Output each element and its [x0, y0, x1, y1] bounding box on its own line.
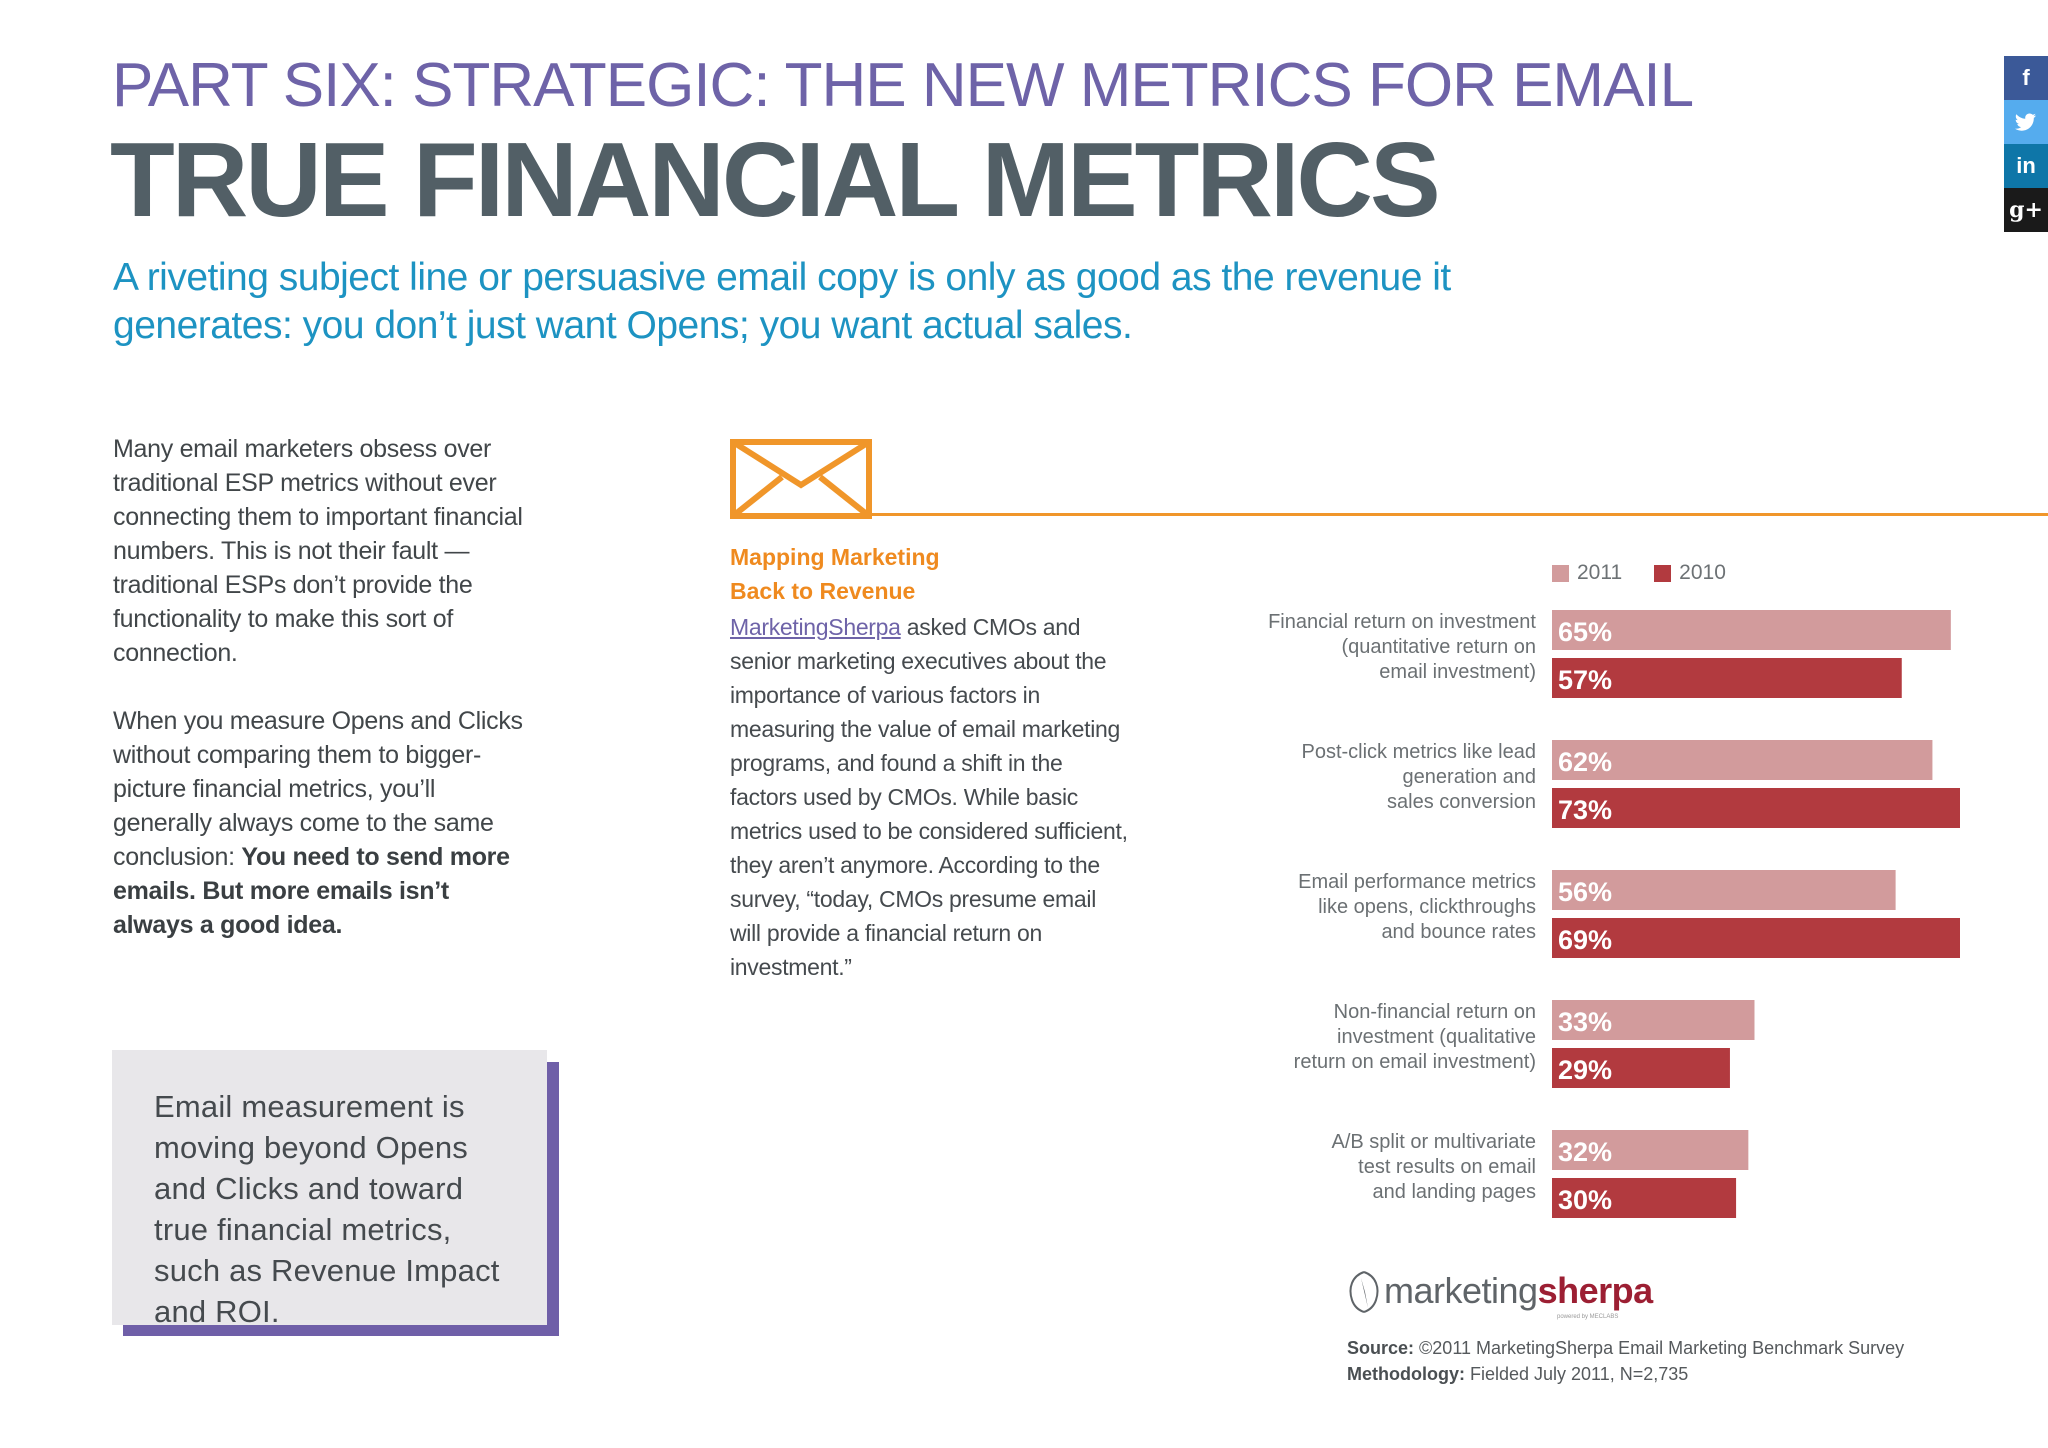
section-kicker: PART SIX: STRATEGIC: THE NEW METRICS FOR EMAIL — [112, 51, 1694, 120]
sidebar-heading — [730, 540, 940, 608]
conclusion-plain: When you measure Opens and Clicks without comparing them to bigger-picture financial metrics, you’ll generally always come to the same conclusion: — [113, 707, 523, 871]
value-label-2011: 65% — [1558, 617, 1613, 647]
category-label: Financial return on investment (quantitative return on email investment) — [1268, 611, 1536, 683]
envelope-icon — [730, 439, 872, 519]
sidebar-body-text: asked CMOs and senior marketing executives about the importance of various factors in measuring the value of email marketing programs, and found a shift in the factors used by CMOs. While basic metrics used to be considered sufficient, they aren’t anymore. According to the survey, “today, CMOs presume email will provide a financial return on investment.” — [730, 614, 1128, 980]
twitter-icon[interactable] — [2004, 100, 2048, 144]
legend-item-2010 — [1654, 561, 1726, 585]
value-label-2011: 62% — [1558, 747, 1613, 777]
source-label: Source: — [1347, 1338, 1415, 1358]
logo-text-sherpa: sherpa — [1537, 1270, 1653, 1311]
legend-label-2010: 2010 — [1679, 561, 1726, 584]
compass-icon — [1344, 1268, 1384, 1314]
conclusion-bold: You need to send more emails. But more emails isn’t always a good idea. — [113, 843, 510, 939]
value-label-2010: 29% — [1558, 1055, 1613, 1085]
value-label-2010: 30% — [1558, 1185, 1613, 1215]
value-label-2010: 69% — [1558, 925, 1613, 955]
sidebar-body — [730, 610, 1130, 984]
page-title: TRUE FINANCIAL METRICS — [110, 121, 1438, 239]
intro-paragraph: Many email marketers obsess over traditional ESP metrics without ever connecting them to important financial numbers. This is not their fault — traditional ESPs don’t provide the functionality to make this sort of connection. — [113, 435, 523, 667]
social-share-bar — [2004, 56, 2048, 232]
source-text: ©2011 MarketingSherpa Email Marketing Benchmark Survey — [1414, 1338, 1905, 1358]
logo-powered-by: powered by MECLABS — [1557, 1314, 1619, 1320]
bar-chart — [1240, 590, 1960, 1240]
sidebar-heading-line1: Mapping Marketing — [730, 544, 940, 570]
source-line — [1347, 1335, 1904, 1361]
linkedin-icon[interactable]: in — [2004, 144, 2048, 188]
twitter-bird-icon — [2015, 113, 2037, 131]
bar-2010 — [1552, 788, 1960, 828]
value-label-2010: 57% — [1558, 665, 1613, 695]
orange-divider — [866, 513, 2048, 516]
googleplus-icon[interactable]: g+ — [2004, 188, 2048, 232]
methodology-line — [1347, 1361, 1904, 1387]
chart-legend — [1552, 561, 1726, 585]
facebook-icon[interactable]: f — [2004, 56, 2048, 100]
value-label-2010: 73% — [1558, 795, 1613, 825]
value-label-2011: 56% — [1558, 877, 1613, 907]
category-label: A/B split or multivariate test results on email and landing pages — [1331, 1131, 1536, 1203]
legend-item-2011 — [1552, 561, 1622, 585]
category-label: Post-click metrics like lead generation and sales conversion — [1301, 741, 1536, 813]
marketingsherpa-logo — [1344, 1268, 1653, 1320]
legend-label-2011: 2011 — [1577, 561, 1623, 584]
logo-text-marketing: marketing — [1384, 1270, 1538, 1311]
callout-box — [112, 1050, 547, 1329]
page-subtitle: A riveting subject line or persuasive email copy is only as good as the revenue it generates: you don’t just want Opens; you want actual sales. — [113, 256, 1451, 347]
value-label-2011: 32% — [1558, 1137, 1613, 1167]
bar-2010 — [1552, 918, 1960, 958]
callout-text: Email measurement is moving beyond Opens and Clicks and toward true financial metrics, such as Revenue Impact and ROI. — [154, 1089, 500, 1329]
methodology-text: Fielded July 2011, N=2,735 — [1464, 1364, 1689, 1384]
category-label: Email performance metrics like opens, clickthroughs and bounce rates — [1298, 871, 1536, 943]
category-label: Non-financial return on investment (qualitative return on email investment) — [1293, 1001, 1536, 1073]
legend-swatch-2011 — [1552, 565, 1569, 582]
conclusion-paragraph — [113, 704, 533, 942]
chart-source — [1347, 1335, 1904, 1387]
methodology-label: Methodology: — [1347, 1364, 1465, 1384]
marketingsherpa-link[interactable]: MarketingSherpa — [730, 614, 901, 640]
value-label-2011: 33% — [1558, 1007, 1613, 1037]
sidebar-heading-line2: Back to Revenue — [730, 578, 916, 604]
legend-swatch-2010 — [1654, 565, 1671, 582]
